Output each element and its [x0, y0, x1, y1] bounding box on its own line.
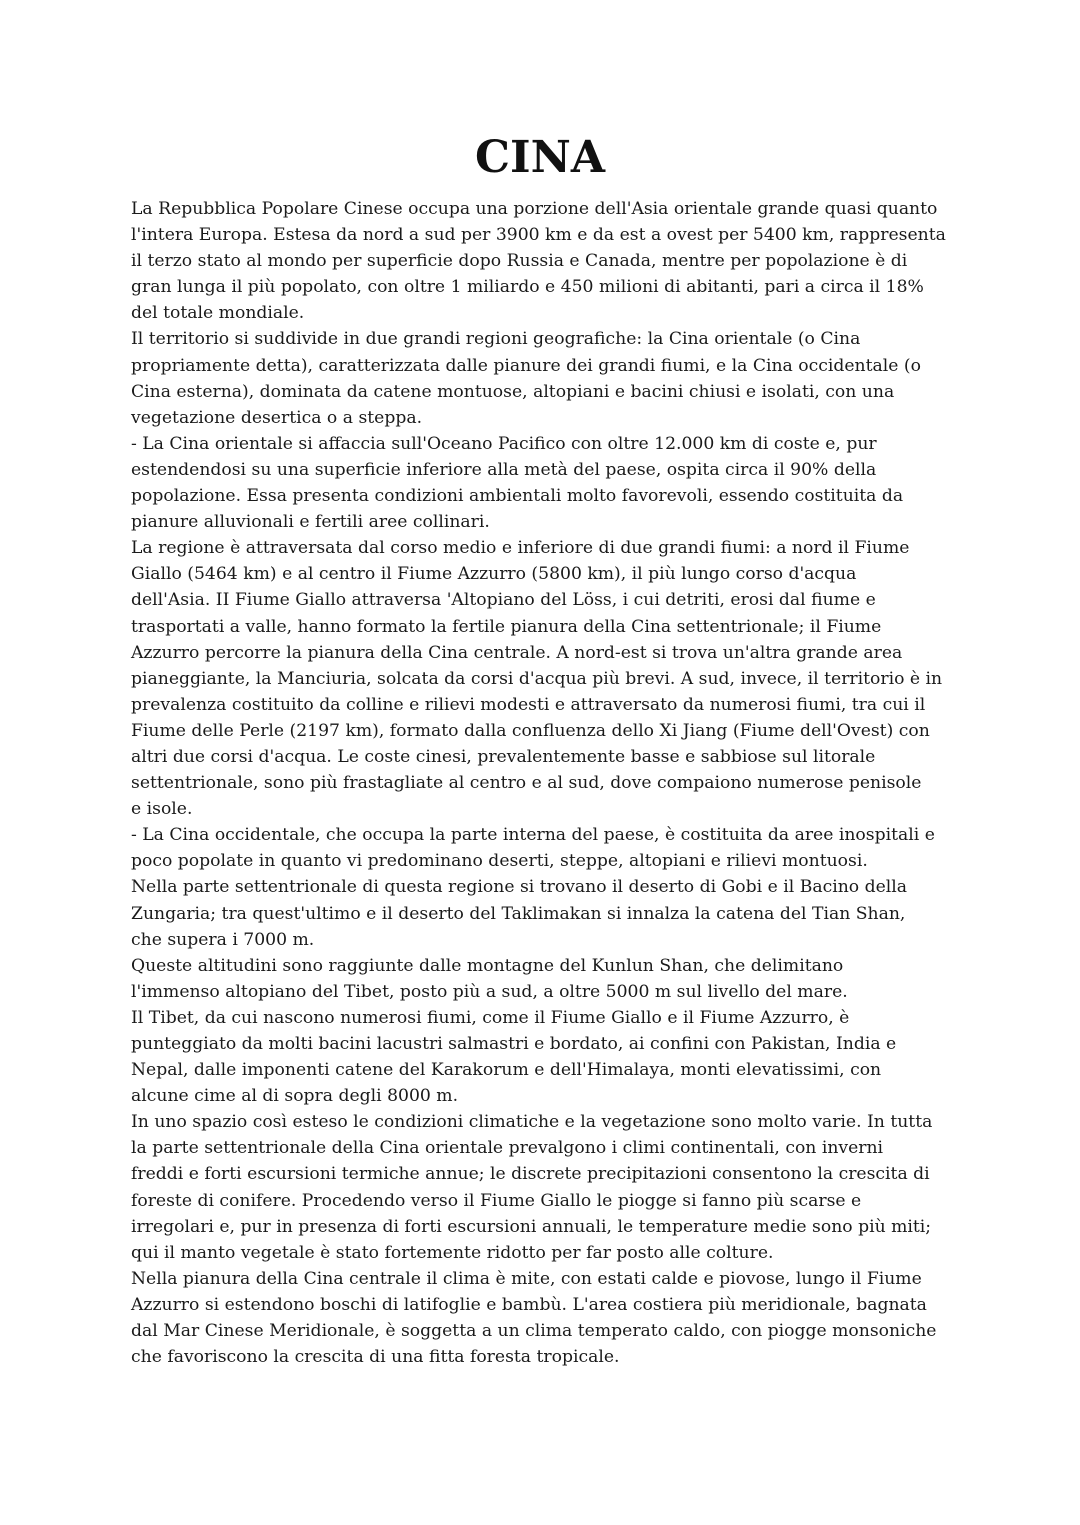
text-line: punteggiato da molti bacini lacustri salmastri e bordato, ai confini con Pakistan, India e [131, 1034, 897, 1054]
document-body [131, 196, 961, 1370]
text-line: freddi e forti escursioni termiche annue; le discrete precipitazioni consentono la crescita di [131, 1164, 930, 1185]
text-line: l'immenso altopiano del Tibet, posto più a sud, a oltre 5000 m sul livello del mare. [131, 981, 848, 1002]
text-line: alcune cime al di sopra degli 8000 m. [131, 1086, 459, 1107]
text-line: Giallo (5464 km) e al centro il Fiume Azzurro (5800 km), il più lungo corso d'acqua [131, 564, 857, 585]
text-line: Nella pianura della Cina centrale il clima è mite, con estati calde e piovose, lungo il Fiume [131, 1268, 922, 1289]
text-line: propriamente detta), caratterizzata dalle pianure dei grandi fiumi, e la Cina occidentale (o [131, 355, 921, 376]
text-line: del totale mondiale. [131, 303, 305, 324]
text-line: In uno spazio così esteso le condizioni climatiche e la vegetazione sono molto varie. In tutta [131, 1112, 933, 1133]
text-line: la parte settentrionale della Cina orientale prevalgono i climi continentali, con inverni [131, 1138, 884, 1159]
text-line: settentrionale, sono più frastagliate al centro e al sud, dove compaiono numerose penisole [131, 773, 922, 794]
text-line: Cina esterna), dominata da catene montuose, altopiani e bacini chiusi e isolati, con una [131, 381, 895, 402]
text-line: La regione è attraversata dal corso medio e inferiore di due grandi fiumi: a nord il Fiume [131, 538, 910, 559]
text-line: - La Cina orientale si affaccia sull'Oceano Pacifico con oltre 12.000 km di coste e, pur [131, 433, 877, 454]
text-line: La Repubblica Popolare Cinese occupa una porzione dell'Asia orientale grande quasi quanto [131, 199, 938, 219]
text-line: popolazione. Essa presenta condizioni ambientali molto favorevoli, essendo costituita da [131, 486, 904, 507]
text-line: foreste di conifere. Procedendo verso il Fiume Giallo le piogge si fanno più scarse e [131, 1190, 862, 1211]
text-line: gran lunga il più popolato, con oltre 1 miliardo e 450 milioni di abitanti, pari a circa il 18% [131, 277, 924, 298]
text-line: altri due corsi d'acqua. Le coste cinesi, prevalentemente basse e sabbiose sul litorale [131, 746, 876, 767]
text-line: che favoriscono la crescita di una fitta foresta tropicale. [131, 1347, 620, 1368]
text-line: Azzurro si estendono boschi di latifoglie e bambù. L'area costiera più meridionale, bagnata [131, 1294, 927, 1315]
text-line: trasportati a valle, hanno formato la fertile pianura della Cina settentrionale; il Fiume [131, 616, 882, 637]
text-line: prevalenza costituito da colline e rilievi modesti e attraversato da numerosi fiumi, tra cui il [131, 694, 926, 715]
text-line: Il Tibet, da cui nascono numerosi fiumi, come il Fiume Giallo e il Fiume Azzurro, è [131, 1007, 850, 1028]
text-line: Queste altitudini sono raggiunte dalle montagne del Kunlun Shan, che delimitano [131, 955, 844, 976]
text-line: dal Mar Cinese Meridionale, è soggetta a un clima temperato caldo, con piogge monsoniche [131, 1321, 937, 1342]
text-line: e isole. [131, 799, 193, 820]
text-line: Azzurro percorre la pianura della Cina centrale. A nord-est si trova un'altra grande area [131, 642, 903, 663]
page-title: CINA [475, 132, 605, 183]
text-line: - La Cina occidentale, che occupa la parte interna del paese, è costituita da aree inospitali e [131, 825, 935, 846]
text-line: vegetazione desertica o a steppa. [131, 407, 423, 428]
text-line: il terzo stato al mondo per superficie dopo Russia e Canada, mentre per popolazione è di [131, 251, 908, 272]
text-line: Nepal, dalle imponenti catene del Karakorum e dell'Himalaya, monti elevatissimi, con [131, 1060, 882, 1081]
text-line: Fiume delle Perle (2197 km), formato dalla confluenza dello Xi Jiang (Fiume dell'Ovest) con [131, 720, 930, 741]
text-line: Zungaria; tra quest'ultimo e il deserto del Taklimakan si innalza la catena del Tian Shan, [131, 903, 906, 924]
text-line: pianure alluvionali e fertili aree collinari. [131, 512, 490, 533]
text-line: qui il manto vegetale è stato fortemente ridotto per far posto alle colture. [131, 1242, 774, 1263]
text-line: estendendosi su una superficie inferiore alla metà del paese, ospita circa il 90% della [131, 459, 877, 480]
text-line: Il territorio si suddivide in due grandi regioni geografiche: la Cina orientale (o Cina [131, 329, 861, 350]
text-line: irregolari e, pur in presenza di forti escursioni annuali, le temperature medie sono più miti; [131, 1216, 932, 1237]
text-line: pianeggiante, la Manciuria, solcata da corsi d'acqua più brevi. A sud, invece, il territorio è in [131, 668, 943, 689]
text-line: poco popolate in quanto vi predominano deserti, steppe, altopiani e rilievi montuosi. [131, 851, 868, 872]
text-line: l'intera Europa. Estesa da nord a sud per 3900 km e da est a ovest per 5400 km, rappresenta [131, 225, 946, 246]
text-line: dell'Asia. II Fiume Giallo attraversa 'Altopiano del Löss, i cui detriti, erosi dal fiume e [131, 590, 876, 611]
text-line: che supera i 7000 m. [131, 929, 315, 950]
text-line: Nella parte settentrionale di questa regione si trovano il deserto di Gobi e il Bacino della [131, 877, 908, 898]
